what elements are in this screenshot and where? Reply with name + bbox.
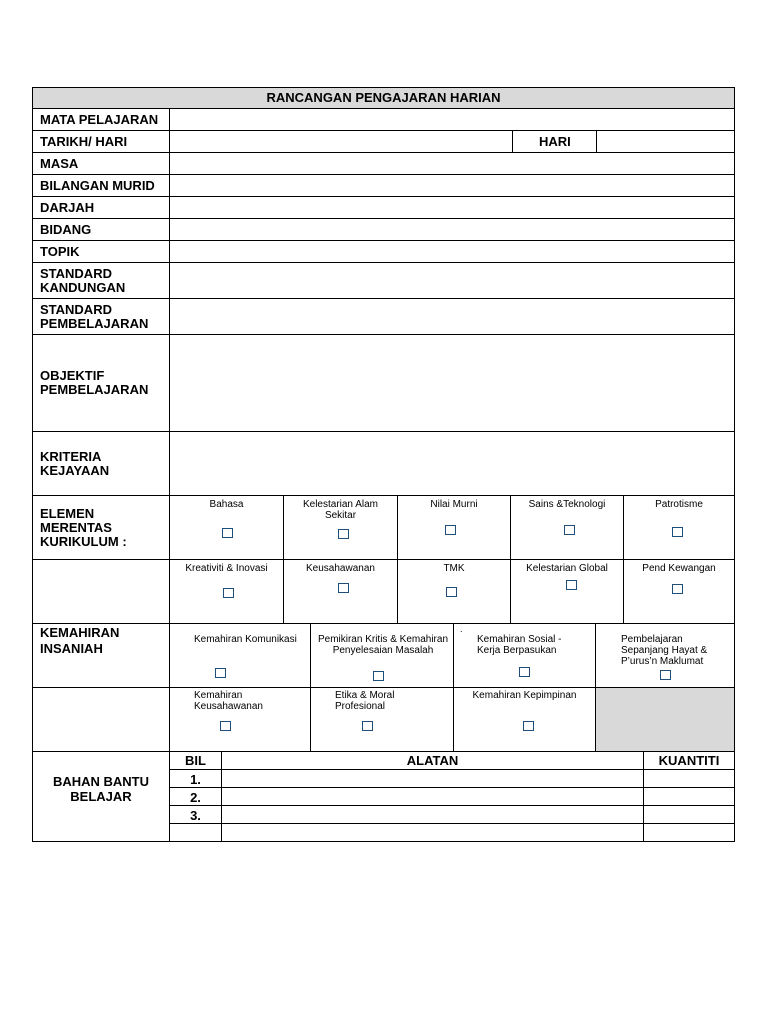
emk-option-keusahawanan (283, 560, 397, 623)
label-kriteria-line2: KEJAYAAN (40, 462, 110, 478)
ki-option-label: Pembelajaran Sepanjang Hayat & P’urus’n Maklumat (621, 634, 708, 667)
ki-option-label: Kemahiran Komunikasi (194, 634, 297, 645)
label-kemahiran-line2: INSANIAH (40, 641, 103, 656)
label-mata-pelajaran: MATA PELAJARAN (40, 111, 159, 127)
label-standard-kandungan-line1: STANDARD (40, 265, 112, 281)
row-kriteria (32, 432, 735, 496)
ki-option-pembelajaran-sepanjang-hayat (595, 624, 734, 687)
emk-option-sains-teknologi (510, 496, 623, 559)
emk-option-label: Kelestarian Global (526, 563, 608, 574)
ki-option-etika-moral (310, 688, 453, 751)
row-bidang (32, 219, 735, 241)
label-emk-line2: MERENTAS (40, 519, 112, 535)
emk-option-label: TMK (443, 563, 465, 574)
checkbox-icon[interactable] (220, 721, 231, 731)
checkbox-icon[interactable] (564, 525, 575, 535)
ki-option-keusahawanan (169, 688, 310, 751)
label-emk (40, 507, 127, 549)
label-objektif-line1: OBJEKTIF (40, 368, 105, 383)
label-standard-pembelajaran (40, 303, 148, 331)
ki-empty-shaded-cell (595, 688, 734, 751)
form-title: RANCANGAN PENGAJARAN HARIAN (266, 90, 501, 105)
emk-option-label: Kreativiti & Inovasi (185, 563, 268, 574)
checkbox-icon[interactable] (660, 670, 671, 680)
label-bidang: BIDANG (40, 221, 92, 237)
label-topik: TOPIK (40, 243, 80, 259)
field-topik[interactable] (169, 241, 734, 262)
emk-option-tmk (397, 560, 510, 623)
label-darjah: DARJAH (40, 199, 95, 215)
label-standard-kandungan (40, 267, 125, 295)
field-tarikh[interactable] (169, 131, 512, 152)
ki-option-label: Kemahiran Keusahawanan (194, 690, 263, 712)
cell-hari-label (512, 131, 596, 152)
label-standard-pembelajaran-line2: PEMBELAJARAN (40, 315, 149, 331)
ki-option-kemahiran-sosial (453, 624, 595, 687)
emk-option-label: Nilai Murni (430, 499, 478, 510)
row-tarikh-hari (32, 131, 735, 153)
kuantiti-column[interactable] (643, 752, 734, 841)
label-kriteria (40, 450, 109, 478)
field-hari[interactable] (596, 131, 734, 152)
ki-option-komunikasi (169, 624, 310, 687)
stray-dot: . (460, 624, 463, 634)
checkbox-icon[interactable] (445, 525, 456, 535)
checkbox-icon[interactable] (223, 588, 234, 598)
checkbox-icon[interactable] (446, 587, 457, 597)
label-bahan-line1: BAHAN BANTU (52, 774, 150, 789)
emk-option-label: Sains &Teknologi (528, 499, 606, 510)
emk-option-bahasa (169, 496, 283, 559)
field-bilangan-murid[interactable] (169, 175, 734, 196)
checkbox-icon[interactable] (519, 667, 530, 677)
label-emk-line3: KURIKULUM : (40, 533, 127, 549)
checkbox-icon[interactable] (362, 721, 373, 731)
header-kuantiti: KUANTITI (658, 753, 720, 768)
row-standard-kandungan (32, 263, 735, 299)
ki-option-label: Etika & Moral Profesional (335, 690, 395, 712)
emk-option-pend-kewangan (623, 560, 734, 623)
checkbox-icon[interactable] (215, 668, 226, 678)
checkbox-icon[interactable] (566, 580, 577, 590)
field-mata-pelajaran[interactable] (169, 109, 734, 130)
checkbox-icon[interactable] (523, 721, 534, 731)
label-standard-kandungan-line2: KANDUNGAN (40, 279, 126, 295)
checkbox-icon[interactable] (672, 584, 683, 594)
field-standard-pembelajaran[interactable] (169, 299, 734, 334)
row-emk-2 (32, 560, 735, 624)
row-masa (32, 153, 735, 175)
label-masa: MASA (40, 155, 79, 171)
ki-option-pemikiran-kritis (310, 624, 453, 687)
emk-option-patriotisme (623, 496, 734, 559)
label-hari: HARI (539, 133, 571, 149)
row-kemahiran-1 (32, 624, 735, 688)
label-standard-pembelajaran-line1: STANDARD (40, 301, 112, 317)
emk-option-label: Patrotisme (655, 499, 703, 510)
label-tarikh-hari: TARIKH/ HARI (40, 133, 128, 149)
row-bilangan-murid (32, 175, 735, 197)
checkbox-icon[interactable] (338, 529, 349, 539)
field-darjah[interactable] (169, 197, 734, 218)
field-bidang[interactable] (169, 219, 734, 240)
field-kriteria[interactable] (169, 432, 734, 495)
field-objektif[interactable] (169, 335, 734, 431)
field-masa[interactable] (169, 153, 734, 174)
label-kemahiran-line1: KEMAHIRAN (40, 625, 120, 640)
row-bahan-bantu (32, 752, 735, 842)
emk-option-kreativiti (169, 560, 283, 623)
ki-option-label: Kemahiran Sosial -Kerja Berpasukan (477, 634, 562, 656)
checkbox-icon[interactable] (373, 671, 384, 681)
emk-option-label: Pend Kewangan (642, 563, 716, 574)
label-kriteria-line1: KRITERIA (40, 448, 102, 464)
emk-option-kelestarian-alam (283, 496, 397, 559)
row-emk-1 (32, 496, 735, 560)
ki-option-kepimpinan (453, 688, 595, 751)
label-emk-line1: ELEMEN (40, 505, 95, 521)
header-alatan: ALATAN (406, 753, 459, 768)
row-objektif (32, 335, 735, 432)
bil-row-1: 1. (190, 772, 201, 787)
row-darjah (32, 197, 735, 219)
ki-option-label: Kemahiran Kepimpinan (472, 690, 577, 701)
form-title-row (32, 87, 735, 109)
emk-option-label: Keusahawanan (306, 563, 375, 574)
checkbox-icon[interactable] (672, 527, 683, 537)
emk-option-kelestarian-global (510, 560, 623, 623)
row-kemahiran-2 (32, 688, 735, 752)
row-standard-pembelajaran (32, 299, 735, 335)
label-bilangan-murid: BILANGAN MURID (40, 177, 155, 193)
label-objektif (40, 369, 148, 397)
label-bahan-bantu (33, 774, 169, 804)
bil-column (169, 752, 221, 841)
label-objektif-line2: PEMBELAJARAN (40, 382, 149, 397)
emk-option-nilai-murni (397, 496, 510, 559)
bil-row-2: 2. (190, 790, 201, 805)
lesson-plan-form (32, 87, 735, 842)
emk-option-label: Kelestarian Alam Sekitar (302, 499, 379, 521)
bil-row-3: 3. (190, 808, 201, 823)
checkbox-icon[interactable] (338, 583, 349, 593)
row-topik (32, 241, 735, 263)
label-kemahiran-insaniah (40, 625, 119, 657)
row-mata-pelajaran (32, 109, 735, 131)
field-standard-kandungan[interactable] (169, 263, 734, 298)
ki-option-label: Pemikiran Kritis & Kemahiran Penyelesaian Masalah (317, 634, 449, 656)
label-bahan-line2: BELAJAR (70, 789, 132, 804)
emk-option-label: Bahasa (209, 499, 244, 510)
alatan-column[interactable] (221, 752, 643, 841)
checkbox-icon[interactable] (222, 528, 233, 538)
header-bil: BIL (185, 753, 206, 768)
